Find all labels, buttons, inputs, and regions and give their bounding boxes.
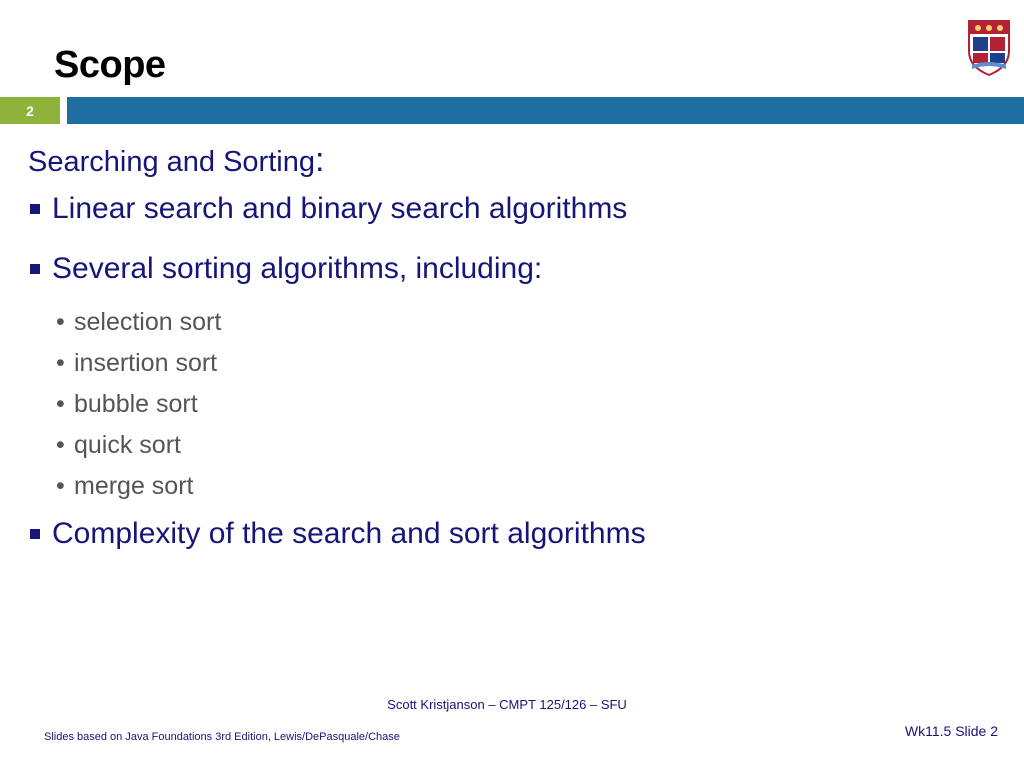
bullet-text: Several sorting algorithms, including: [52,252,543,285]
dot-bullet-icon: • [56,308,65,336]
title-bar [67,97,1024,124]
sub-item-text: selection sort [74,308,222,336]
sub-item-text: quick sort [74,431,181,459]
square-bullet-icon [28,204,52,214]
slide-content [28,140,988,553]
list-item [56,466,988,507]
footer-author: Scott Kristjanson – CMPT 125/126 – SFU [387,697,627,712]
slide-title: Scope [54,44,166,86]
sub-item-text: insertion sort [74,349,218,377]
bullet-text: Linear search and binary search algorithms [52,192,628,225]
square-bullet-icon [28,264,52,274]
list-item [56,425,988,466]
bullet-item [28,190,988,228]
bullet-item [28,250,988,288]
dot-bullet-icon: • [56,431,65,459]
university-crest-icon [966,15,1012,77]
square-bullet-icon [28,529,52,539]
bullet-item [28,515,988,553]
list-item [56,384,988,425]
footer-slide-label: Wk11.5 Slide 2 [904,723,998,739]
footer-source: Slides based on Java Foundations 3rd Edition, Lewis/DePasquale/Chase [44,731,400,743]
slide-number: 2 [0,97,60,124]
sub-item-text: bubble sort [74,390,198,418]
dot-bullet-icon: • [56,472,65,500]
section-heading-text: Searching and Sorting [28,146,315,178]
dot-bullet-icon: • [56,349,65,377]
section-heading [28,140,988,182]
list-item [56,302,988,343]
section-heading-colon: : [314,141,325,179]
dot-bullet-icon: • [56,390,65,418]
list-item [56,343,988,384]
sub-item-text: merge sort [74,472,194,500]
bullet-text: Complexity of the search and sort algorithms [52,517,646,550]
sub-list [56,302,988,507]
